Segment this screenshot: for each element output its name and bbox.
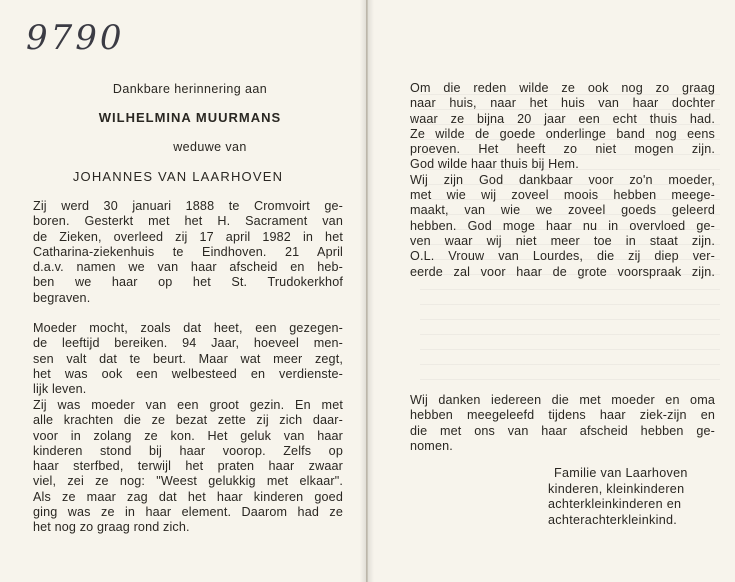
signature-line: achterachterkleinkind. <box>548 512 678 527</box>
text-line: God wilde haar thuis bij Hem. <box>410 157 579 172</box>
text-line: alle krachten die ze bezat zette zij zich daar- <box>33 413 343 428</box>
text-line: naar huis, naar het huis van haar dochter <box>410 96 715 111</box>
text-line: kinderen stond bij haar voorop. Zelfs op <box>33 443 343 458</box>
right-paragraph-2 <box>410 393 715 454</box>
text-line: Catharina-ziekenhuis te Eindhoven. 21 April <box>33 244 343 259</box>
text-line: ven waar wij niet meer toe in staat zijn. <box>410 233 715 248</box>
text-line: Als ze maar zag dat het haar kinderen goed <box>33 489 343 504</box>
text-line: hebben. God moge haar nu in overvloed ge- <box>410 218 715 233</box>
text-line: Wij danken iedereen die met moeder en oma <box>410 393 715 407</box>
handwritten-number: 9790 <box>26 18 125 58</box>
text-line: hebben meegeleefd tijdens haar ziek-zijn en <box>410 408 715 423</box>
deceased-name: WILHELMINA MUURMANS <box>98 110 282 125</box>
text-line: viel, zei ze nog: "Weest gelukkig met elkaar". <box>33 474 343 489</box>
spouse-name: JOHANNES VAN LAARHOVEN <box>72 169 284 184</box>
left-paragraph-1 <box>33 199 343 306</box>
text-line: Wij zijn God dankbaar voor zo'n moeder, <box>410 172 715 187</box>
card-fold <box>360 0 374 582</box>
text-line: boren. Gesterkt met het H. Sacrament van <box>33 214 343 229</box>
text-line: eerde zal voor haar de grote voorspraak zijn. <box>410 264 715 279</box>
text-line: nomen. <box>410 438 453 453</box>
text-line: maakt, van wie we zoveel goeds geleerd <box>410 203 715 218</box>
text-line: O.L. Vrouw van Lourdes, die zij diep ver- <box>410 249 715 264</box>
signature-line: kinderen, kleinkinderen <box>548 481 685 496</box>
right-paragraph-1 <box>410 81 715 280</box>
text-line: proeven. Het heeft zo niet mogen zijn. <box>410 142 715 157</box>
text-line: Zij was moeder van een groot gezin. En met <box>33 398 343 412</box>
relation-line: weduwe van <box>173 140 247 154</box>
text-line: het nog zo graag rond zich. <box>33 520 190 535</box>
text-line: de leeftijd bereiken. 94 Jaar, hoeveel men- <box>33 336 343 351</box>
text-line: Moeder mocht, zoals dat heet, een gezegen- <box>33 321 343 335</box>
text-line: Ze wilde de goede onderlinge band nog eens <box>410 126 715 141</box>
left-paragraph-2 <box>33 321 343 397</box>
text-line: die met ons van haar afscheid hebben ge- <box>410 423 715 438</box>
text-line: Zij werd 30 januari 1888 te Cromvoirt ge- <box>33 199 343 213</box>
text-line: d.a.v. namen we van haar afscheid en heb- <box>33 260 343 275</box>
text-line: met wie wij zoveel moois hebben meege- <box>410 188 715 203</box>
signature-line: Familie van Laarhoven <box>554 466 688 480</box>
left-paragraph-3 <box>33 398 343 536</box>
text-line: ben we haar op het St. Trudokerkhof <box>33 275 343 290</box>
text-line: haar sterfbed, terwijl het praten haar zwaar <box>33 459 343 474</box>
text-line: voor in zolang ze kon. Het geluk van haar <box>33 428 343 443</box>
text-line: het was ook een welbesteed en verdienste- <box>33 366 343 381</box>
intro-line: Dankbare herinnering aan <box>112 82 268 96</box>
text-line: ging was ze in haar element. Daarom had ze <box>33 505 343 520</box>
text-line: Om die reden wilde ze ook nog zo graag <box>410 81 715 95</box>
family-signature <box>548 466 718 528</box>
signature-line: achterkleinkinderen en <box>548 497 682 511</box>
text-line: lijk leven. <box>33 382 87 397</box>
text-line: begraven. <box>33 290 91 305</box>
text-line: sen valt dat te beurt. Maar wat meer zegt, <box>33 351 343 366</box>
text-line: waar ze bijna 20 jaar een echt thuis had. <box>410 111 715 126</box>
text-line: de Zieken, overleed zij 17 april 1982 in het <box>33 229 343 244</box>
